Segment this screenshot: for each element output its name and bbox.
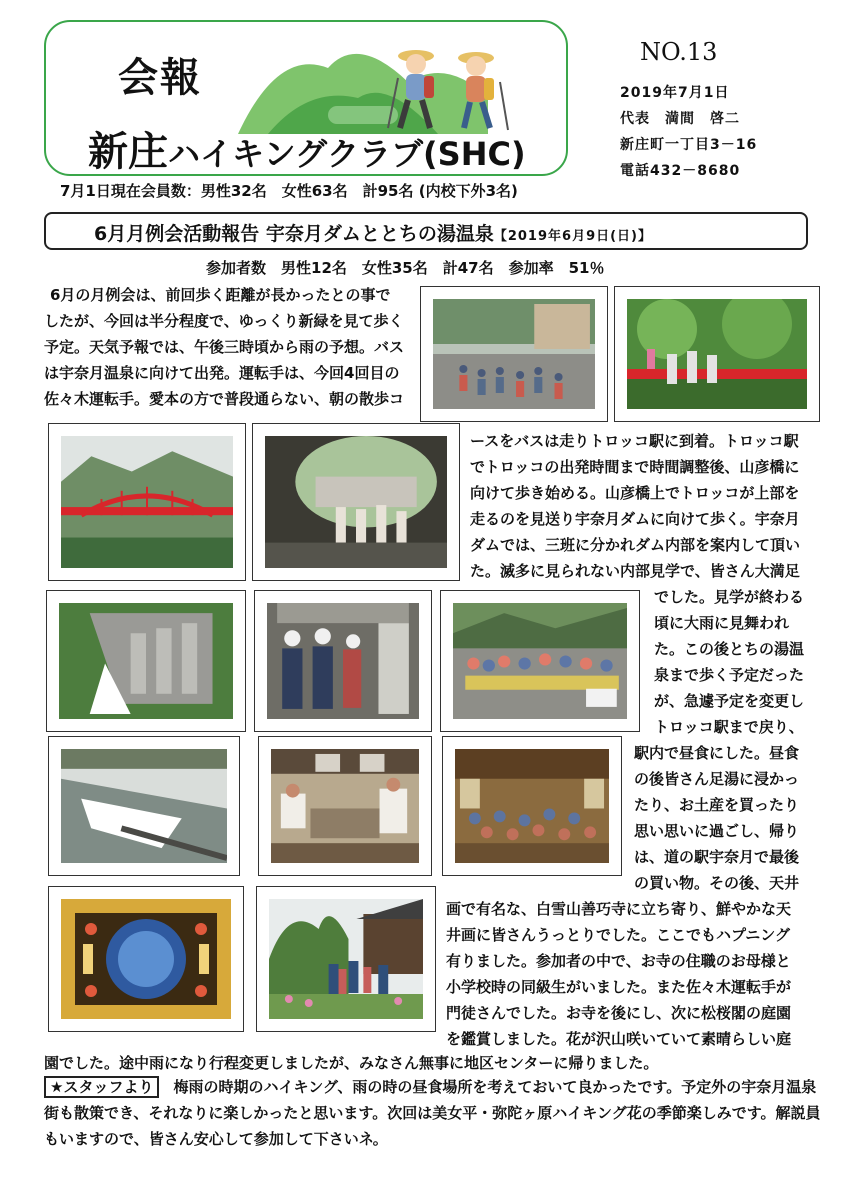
article-line: が、急遽予定を変更し <box>654 692 805 710</box>
article-line: た。滅多に見られない内部見学で、皆さん大満足 <box>470 562 800 580</box>
article-line: 泉まで歩く予定だった <box>654 666 805 684</box>
article-line: 駅内で昼食にした。昼食 <box>634 744 800 762</box>
article-line: 画で有名な、白雪山善巧寺に立ち寄り、鮮やかな天 <box>446 900 792 918</box>
staff-note-text: 梅雨の時期のハイキング、雨の時の昼食場所を考えておいて良かったです。予定外の宇奈月温泉 <box>173 1078 817 1096</box>
report-title: 6月月例会活動報告 宇奈月ダムととちの湯温泉 <box>94 223 494 245</box>
article-line: 井画に皆さんうっとりでした。ここでもハプニング <box>446 926 790 944</box>
article-line: 頃に大雨に見舞われ <box>654 614 790 632</box>
article-line: 門徒さんでした。お寺を後にし、次に松桜閣の庭園 <box>446 1004 792 1022</box>
report-date: 【2019年6月9日(日)】 <box>493 229 652 244</box>
photo-ceiling-painting <box>48 886 244 1032</box>
member-count: 7月1日現在会員数：男性32名 女性63名 計95名 (内校下外3名) <box>60 182 518 200</box>
photo-temple-hall <box>442 736 622 876</box>
club-name-kana: ハイキングクラブ <box>168 135 424 173</box>
photo-town-street <box>420 286 608 422</box>
article-line: 予定。天気予報では、午後三時頃から雨の予想。バス <box>44 338 405 356</box>
photo-dam <box>46 590 246 732</box>
article-line: 走るのを見送り宇奈月ダムに向けて歩く。宇奈月 <box>470 510 800 528</box>
photo-garden <box>256 886 436 1032</box>
photo-group <box>440 590 640 732</box>
staff-tag: ★スタッフより <box>44 1076 159 1098</box>
article-line: でトロッコの出発時間まで時間調整後、山彦橋に <box>470 458 800 476</box>
article-line: を鑑賞しました。花が沢山咲いていて素晴らしい庭 <box>446 1030 792 1048</box>
article-line: の後皆さん足湯に浸かっ <box>634 770 800 788</box>
article-line: 6月の月例会は、前回歩く距離が長かったとの事で <box>50 286 391 304</box>
article-line: は、道の駅宇奈月で最後 <box>634 848 800 866</box>
article-line: は宇奈月温泉に向けて出発。運転手は、今回4回目の <box>44 364 400 382</box>
report-header <box>44 212 808 250</box>
article-line: したが、今回は半分程度で、ゆっくり新緑を見て歩く <box>44 312 404 330</box>
photo-dam-interior <box>254 590 432 732</box>
phone: 電話432－8680 <box>620 163 741 179</box>
staff-note-line <box>44 1074 816 1100</box>
article-line: ースをバスは走りトロッコ駅に到着。トロッコ駅 <box>470 432 799 450</box>
article-line: 向けて歩き始める。山彦橋上でトロッコが上部を <box>470 484 800 502</box>
photo-red-bridge <box>48 423 246 581</box>
article-line: の買い物。その後、天井 <box>634 874 800 892</box>
participant-stats: 参加者数 男性12名 女性35名 計47名 参加率 51％ <box>206 259 605 277</box>
article-line: たり、お土産を買ったり <box>634 796 800 814</box>
article-line: 佐々木運転手。愛本の方で普段通らない、朝の散歩コ <box>44 390 405 408</box>
representative: 代表 満間 啓二 <box>620 111 740 127</box>
photo-forest-bridge <box>614 286 820 422</box>
article-line: 小学校時の同級生がいました。また佐々木運転手が <box>446 978 792 996</box>
issue-number: NO.13 <box>640 38 718 66</box>
newsletter-label: 会報 <box>118 55 202 101</box>
club-name <box>88 120 526 177</box>
article-line: 園でした。途中雨になり行程変更しましたが、みなさん無事に地区センターに帰りました。 <box>44 1054 659 1072</box>
staff-note-line: もいますので、皆さん安心して参加して下さいネ。 <box>44 1130 388 1148</box>
photo-spillway <box>48 736 240 876</box>
article-line: 思い思いに過ごし、帰り <box>634 822 800 840</box>
article-line: ダムでは、三班に分かれダム内部を案内して頂い <box>470 536 801 554</box>
article-line: た。この後とちの湯温 <box>654 640 805 658</box>
address: 新庄町一丁目3－16 <box>620 137 758 153</box>
article-line: トロッコ駅まで戻り、 <box>654 718 804 736</box>
staff-note-line: 街も散策でき、それなりに楽しかったと思います。次回は美女平・弥陀ヶ原ハイキング花の季節楽しみです。解説員 <box>44 1104 821 1122</box>
photo-tunnel-exit <box>252 423 460 581</box>
club-name-kanji: 新庄 <box>88 129 168 175</box>
club-abbr: (SHC) <box>423 135 526 173</box>
article-line: でした。見学が終わる <box>654 588 805 606</box>
photo-foot-bath <box>258 736 432 876</box>
article-line: 有りました。参加者の中で、お寺の住職のお母様と <box>446 952 791 970</box>
issue-date: 2019年7月1日 <box>620 85 730 101</box>
